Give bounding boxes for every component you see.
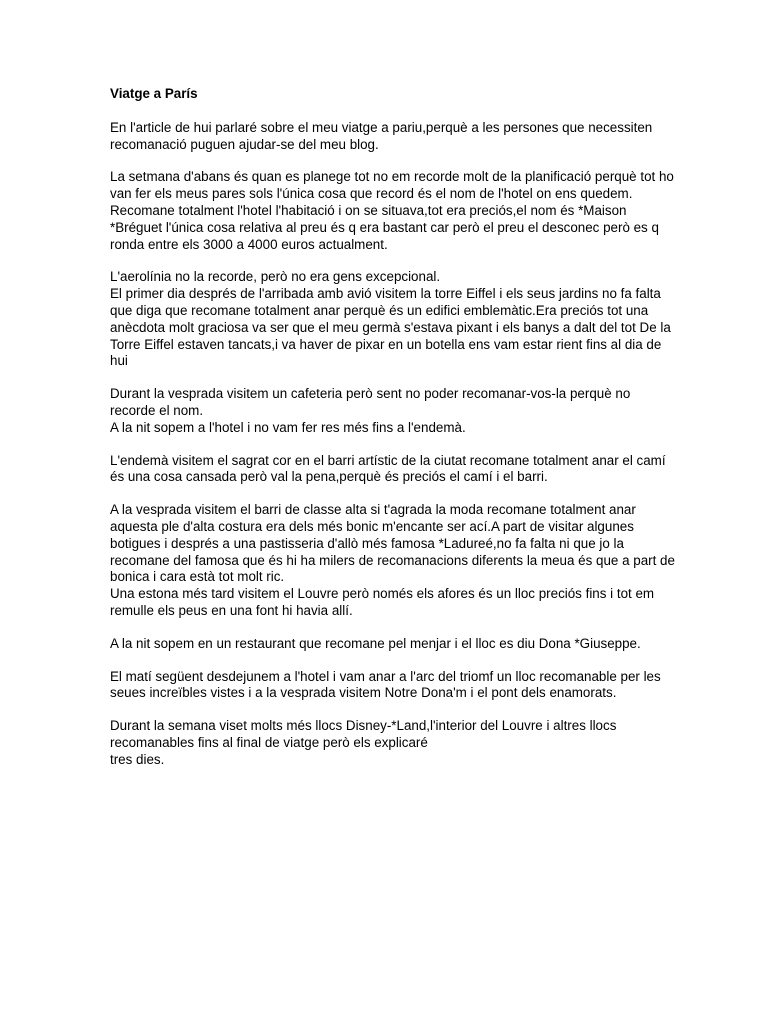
text-line: El matí següent desdejunem a l'hotel i vam anar a l'arc del triomf un lloc recomanable per les [110,668,661,684]
text-line: és una cosa cansada però val la pena,perquè és preciós el camí i el barri. [110,469,548,485]
paragraph [110,502,675,620]
text-line: tres dies. [110,751,165,767]
text-line: L'endemà visitem el sagrat cor en el barri artístic de la ciutat recomane totalment anar el camí [110,452,666,468]
text-line: Durant la vesprada visitem un cafeteria però sent no poder recomanar-vos-la perquè no [110,386,631,402]
text-line: bonica i cara està tot molt ric. [110,569,285,585]
text-line: El primer dia després de l'arribada amb avió visitem la torre Eiffel i els seus jardins no fa falta [110,286,661,302]
document-title: Viatge a París [110,86,198,101]
text-line: que diga que recomane totalment anar perquè és un edifici emblemàtic.Era preciós tot una [110,302,649,318]
text-line: La setmana d'abans és quan es planege tot no em recorde molt de la planificació perquè tot ho [110,169,674,185]
text-line: A la vesprada visitem el barri de classe alta si t'agrada la moda recomane totalment anar [110,502,636,518]
text-line: van fer els meus pares sols l'única cosa que record és el nom de l'hotel on ens quedem. [110,186,633,202]
paragraph [110,718,670,768]
text-line: En l'article de hui parlaré sobre el meu viatge a pariu,perquè a les persones que necessiten [110,119,653,135]
paragraph [110,120,670,154]
text-line: L'aerolínia no la recorde, però no era gens excepcional. [110,269,441,285]
document-body [110,119,675,769]
paragraph [110,386,670,436]
paragraph [110,169,674,253]
text-line: anècdota molt graciosa va ser que el meu germà s'estava pixant i els banys a dalt del tot De la [110,319,671,335]
document-page [110,86,675,785]
text-line: *Bréguet l'única cosa relativa al preu és q era bastant car però el preu el desconec però es q [110,219,659,235]
paragraph [110,636,670,653]
text-line: aquesta ple d'alta costura era dels més bonic m'encante ser ací.A part de visitar algunes [110,518,634,534]
text-line: A la nit sopem en un restaurant que recomane pel menjar i el lloc es diu Dona *Giuseppe. [110,635,641,651]
text-line: botigues i després a una pastisseria d'allò més famosa *Ladureé,no fa falta ni que jo la [110,535,624,551]
paragraph [110,669,670,703]
text-line: Durant la semana viset molts més llocs Disney-*Land,l'interior del Louvre i altres llocs [110,718,617,734]
text-line: ronda entre els 3000 a 4000 euros actualment. [110,236,388,252]
text-line: Torre Eiffel estaven tancats,i va haver de pixar en un botella ens vam estar rient fins al dia de [110,336,662,352]
text-line: Una estona més tard visitem el Louvre però només els afores és un lloc preciós fins i tot em [110,586,655,602]
text-line: recomane del famosa que és hi ha milers de recomanacions diferents la meua és que a part de [110,552,675,568]
text-line: A la nit sopem a l'hotel i no vam fer res més fins a l'endemà. [110,419,466,435]
text-line: hui [110,353,128,369]
text-line: Recomane totalment l'hotel l'habitació i on se situava,tot era preciós,el nom és *Maison [110,202,627,218]
paragraph [110,453,670,487]
text-line: remulle els peus en una font hi havia allí. [110,602,353,618]
paragraph [110,269,670,370]
text-line: recorde el nom. [110,402,204,418]
text-line: recomanables fins al final de viatge però els explicaré [110,734,428,750]
text-line: seues increïbles vistes i a la vesprada visitem Notre Dona'm i el pont dels enamorats. [110,685,617,701]
text-line: recomanació puguen ajudar-se del meu blog. [110,136,379,152]
